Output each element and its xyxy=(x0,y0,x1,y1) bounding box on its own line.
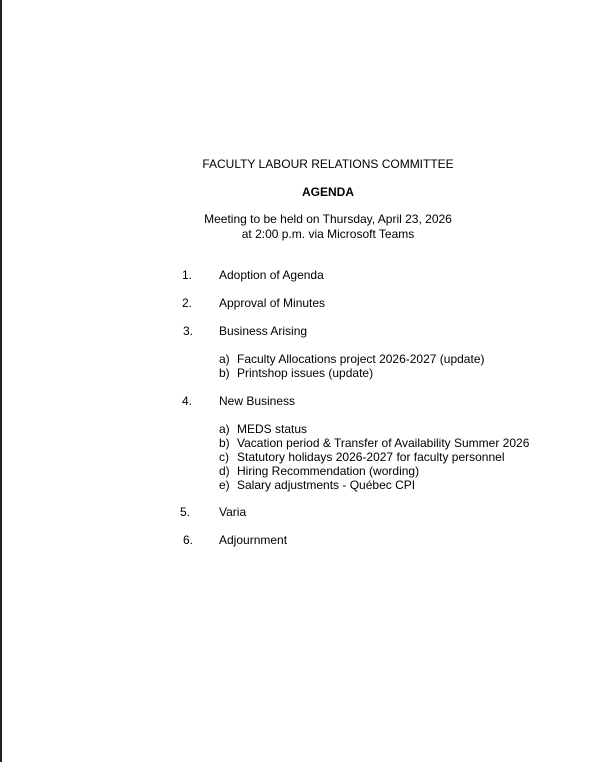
agenda-item-new-business: New Business xyxy=(219,394,296,408)
sub-item xyxy=(219,478,415,492)
item-number: 5. xyxy=(180,505,191,519)
item-number: 4. xyxy=(182,394,193,408)
agenda-item-business-arising: Business Arising xyxy=(219,324,308,338)
sub-item-letter: a) xyxy=(219,422,230,436)
sub-item-letter: a) xyxy=(219,352,230,366)
sub-item-letter: d) xyxy=(219,464,230,478)
sub-item-text: Vacation period & Transfer of Availability Summer 2026 xyxy=(237,436,530,450)
sub-item-text: Hiring Recommendation (wording) xyxy=(237,464,420,478)
sub-item xyxy=(219,352,484,366)
page-left-border xyxy=(0,0,2,762)
meeting-time-line: at 2:00 p.m. via Microsoft Teams xyxy=(241,227,415,241)
item-number: 2. xyxy=(182,296,193,310)
committee-title: FACULTY LABOUR RELATIONS COMMITTEE xyxy=(202,157,454,171)
sub-item xyxy=(219,450,505,464)
sub-item-letter: b) xyxy=(219,366,230,380)
agenda-item-varia: Varia xyxy=(219,505,247,519)
sub-item-text: Statutory holidays 2026-2027 for faculty personnel xyxy=(237,450,505,464)
sub-item-text: Printshop issues (update) xyxy=(237,366,374,380)
sub-item-letter: c) xyxy=(219,450,229,464)
sub-item xyxy=(219,366,373,380)
sub-item-text: Salary adjustments - Québec CPI xyxy=(237,478,416,492)
item-number: 1. xyxy=(182,268,193,282)
meeting-date-line: Meeting to be held on Thursday, April 23, 2026 xyxy=(204,212,452,226)
sub-item xyxy=(219,422,307,436)
sub-item-text: MEDS status xyxy=(237,422,308,436)
sub-item-text: Faculty Allocations project 2026-2027 (update) xyxy=(237,352,485,366)
sub-item xyxy=(219,436,529,450)
sub-item xyxy=(219,464,419,478)
sub-item-letter: e) xyxy=(219,478,230,492)
agenda-item-approval: Approval of Minutes xyxy=(219,296,326,310)
item-number: 3. xyxy=(183,324,194,338)
agenda-item-adoption: Adoption of Agenda xyxy=(219,268,324,282)
agenda-heading: AGENDA xyxy=(301,185,354,199)
agenda-item-adjournment: Adjournment xyxy=(219,533,288,547)
sub-item-letter: b) xyxy=(219,436,230,450)
item-number: 6. xyxy=(183,533,194,547)
